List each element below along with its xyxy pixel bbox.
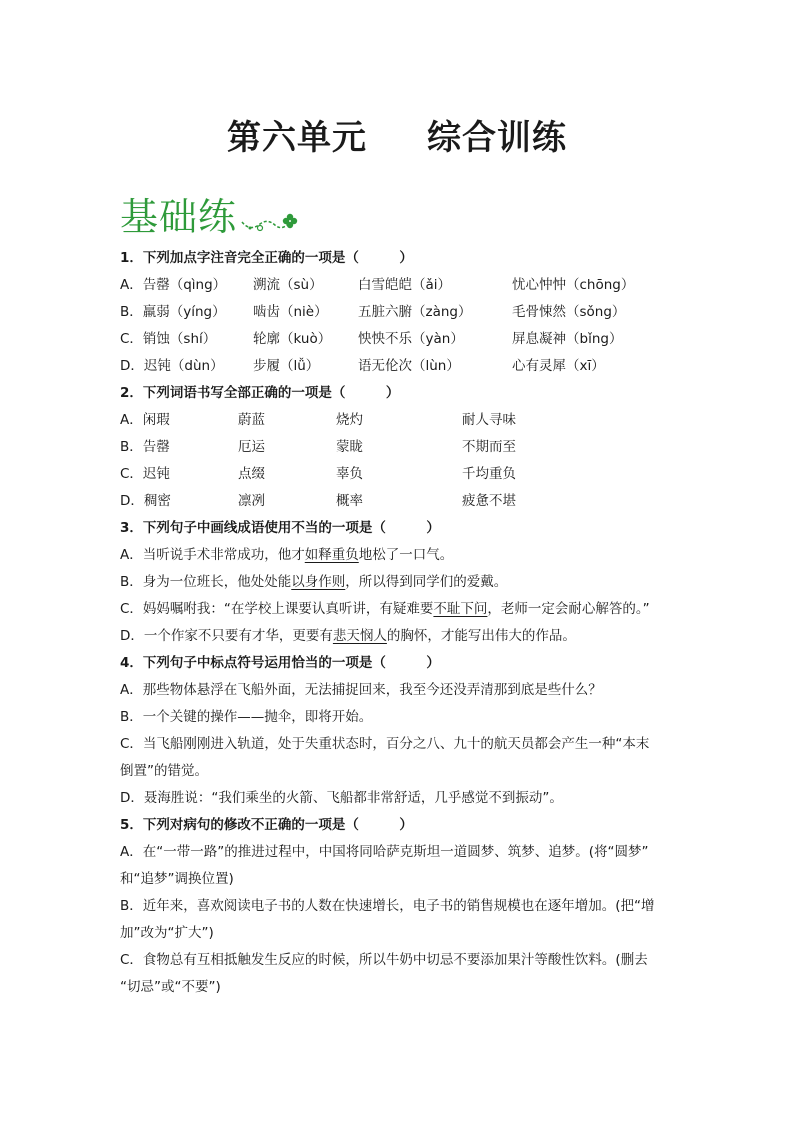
q3-option-a[interactable] xyxy=(120,545,680,572)
q3-c-post: ，老师一定会耐心解答的。” xyxy=(487,601,650,617)
q2-c-w3: 辜负 xyxy=(336,466,363,482)
q5-option-b-line2: 加”改为“扩大”) xyxy=(120,925,214,941)
q3-c-idiom: 不耻下问 xyxy=(433,601,488,617)
q5-option-c-line1[interactable]: C．食物总有互相抵触发生反应的时候，所以牛奶中切忌不要添加果汁等酸性饮料。(删去 xyxy=(120,952,648,968)
q1-d-w3: 语无伦次（lùn） xyxy=(358,358,460,374)
q5-option-c-line2: “切忌”或“不要”) xyxy=(120,979,221,995)
q5-option-a-line1[interactable]: A．在“一带一路”的推进过程中，中国将同哈萨克斯坦一道圆梦、筑梦、追梦。(将“圆梦” xyxy=(120,844,649,860)
q2-option-c[interactable] xyxy=(120,464,680,491)
q1-b-w4: 毛骨悚然（sǒng） xyxy=(512,304,626,320)
q3-d-idiom: 悲天悯人 xyxy=(332,628,387,644)
q1-a-w3: 白雪皑皑（ǎi） xyxy=(358,277,452,293)
q4-option-c-line1[interactable]: C．当飞船刚刚进入轨道，处于失重状态时，百分之八、九十的航天员都会产生一种“本末 xyxy=(120,736,650,752)
q1-a-w1: A．告罄（qìng） xyxy=(120,277,227,293)
q2-option-b[interactable] xyxy=(120,437,680,464)
q1-b-w3: 五脏六腑（zàng） xyxy=(358,304,472,320)
section-label: 基础练 xyxy=(120,195,238,239)
q1-c-w1: C．销蚀（shí） xyxy=(120,331,217,347)
page-title xyxy=(0,110,794,159)
q1-b-w2: 啮齿（niè） xyxy=(253,304,328,320)
q2-b-w1: B．告罄 xyxy=(120,439,170,455)
q1-option-d[interactable] xyxy=(120,356,680,383)
q2-option-d[interactable] xyxy=(120,491,680,518)
q4-stem: 4．下列句子中标点符号运用恰当的一项是（ ） xyxy=(120,655,440,671)
q3-stem: 3．下列句子中画线成语使用不当的一项是（ ） xyxy=(120,520,440,536)
q3-option-d[interactable] xyxy=(120,626,680,653)
q2-stem: 2．下列词语书写全部正确的一项是（ ） xyxy=(120,385,400,401)
q5-option-b-line1[interactable]: B．近年来，喜欢阅读电子书的人数在快速增长，电子书的销售规模也在逐年增加。(把“增 xyxy=(120,898,655,914)
clover-vine-icon xyxy=(220,204,300,234)
q3-a-pre: A．当听说手术非常成功，他才 xyxy=(120,547,305,563)
q1-c-w3: 怏怏不乐（yàn） xyxy=(358,331,464,347)
q2-a-w2: 蔚蓝 xyxy=(238,412,265,428)
q3-b-pre: B．身为一位班长，他处处能 xyxy=(120,574,292,590)
q4-option-c-line2: 倒置”的错觉。 xyxy=(120,763,208,779)
q2-d-w2: 凛冽 xyxy=(238,493,265,509)
q4-option-a[interactable]: A．那些物体悬浮在飞船外面，无法捕捉回来，我至今还没弄清那到底是些什么？ xyxy=(120,682,602,698)
q2-a-w1: A．闲瑕 xyxy=(120,412,170,428)
q3-b-idiom: 以身作则 xyxy=(291,574,346,590)
q1-a-w4: 忧心忡忡（chōng） xyxy=(512,277,635,293)
q2-a-w3: 烧灼 xyxy=(336,412,363,428)
q3-a-post: 地松了一口气。 xyxy=(358,547,454,563)
q1-b-w1: B．羸弱（yíng） xyxy=(120,304,226,320)
q3-d-post: 的胸怀，才能写出伟大的作品。 xyxy=(386,628,576,644)
q5-option-a-line2: 和“追梦”调换位置) xyxy=(120,871,234,887)
q1-a-w2: 溯流（sù） xyxy=(253,277,323,293)
q2-d-w3: 概率 xyxy=(336,493,363,509)
q4-option-b[interactable]: B．一个关键的操作——抛伞，即将开始。 xyxy=(120,709,373,725)
q3-option-c[interactable] xyxy=(120,599,680,626)
q3-b-post: ，所以得到同学们的爱戴。 xyxy=(345,574,508,590)
section-badge xyxy=(120,186,310,239)
title-subject: 综合训练 xyxy=(427,118,567,158)
q2-option-a[interactable] xyxy=(120,410,680,437)
q1-d-w1: D．迟钝（dùn） xyxy=(120,358,224,374)
title-unit: 第六单元 xyxy=(227,118,367,158)
q3-d-pre: D．一个作家不只要有才华，更要有 xyxy=(120,628,333,644)
q1-option-b[interactable] xyxy=(120,302,680,329)
q2-c-w1: C．迟钝 xyxy=(120,466,170,482)
q2-a-w4: 耐人寻味 xyxy=(462,412,516,428)
q1-c-w2: 轮廓（kuò） xyxy=(253,331,332,347)
q3-option-b[interactable] xyxy=(120,572,680,599)
q1-d-w2: 步履（lǚ） xyxy=(253,358,320,374)
q3-a-idiom: 如释重负 xyxy=(304,547,359,563)
q2-b-w2: 厄运 xyxy=(238,439,265,455)
q4-option-d[interactable]: D．聂海胜说：“我们乘坐的火箭、飞船都非常舒适，几乎感觉不到振动”。 xyxy=(120,790,563,806)
q2-b-w3: 蒙眬 xyxy=(336,439,363,455)
q5-stem: 5．下列对病句的修改不正确的一项是（ ） xyxy=(120,817,413,833)
q1-option-a[interactable] xyxy=(120,275,680,302)
q1-d-w4: 心有灵犀（xī） xyxy=(512,358,605,374)
q1-stem: 1．下列加点字注音完全正确的一项是（ ） xyxy=(120,250,413,266)
q3-c-pre: C．妈妈嘱咐我：“在学校上课要认真听讲，有疑难要 xyxy=(120,601,434,617)
q2-d-w1: D．稠密 xyxy=(120,493,171,509)
q2-c-w4: 千均重负 xyxy=(462,466,516,482)
exercise-content xyxy=(120,248,680,1004)
q2-d-w4: 疲惫不堪 xyxy=(462,493,516,509)
q2-c-w2: 点缀 xyxy=(238,466,265,482)
q1-option-c[interactable] xyxy=(120,329,680,356)
q1-c-w4: 屏息凝神（bǐng） xyxy=(512,331,623,347)
q2-b-w4: 不期而至 xyxy=(462,439,516,455)
